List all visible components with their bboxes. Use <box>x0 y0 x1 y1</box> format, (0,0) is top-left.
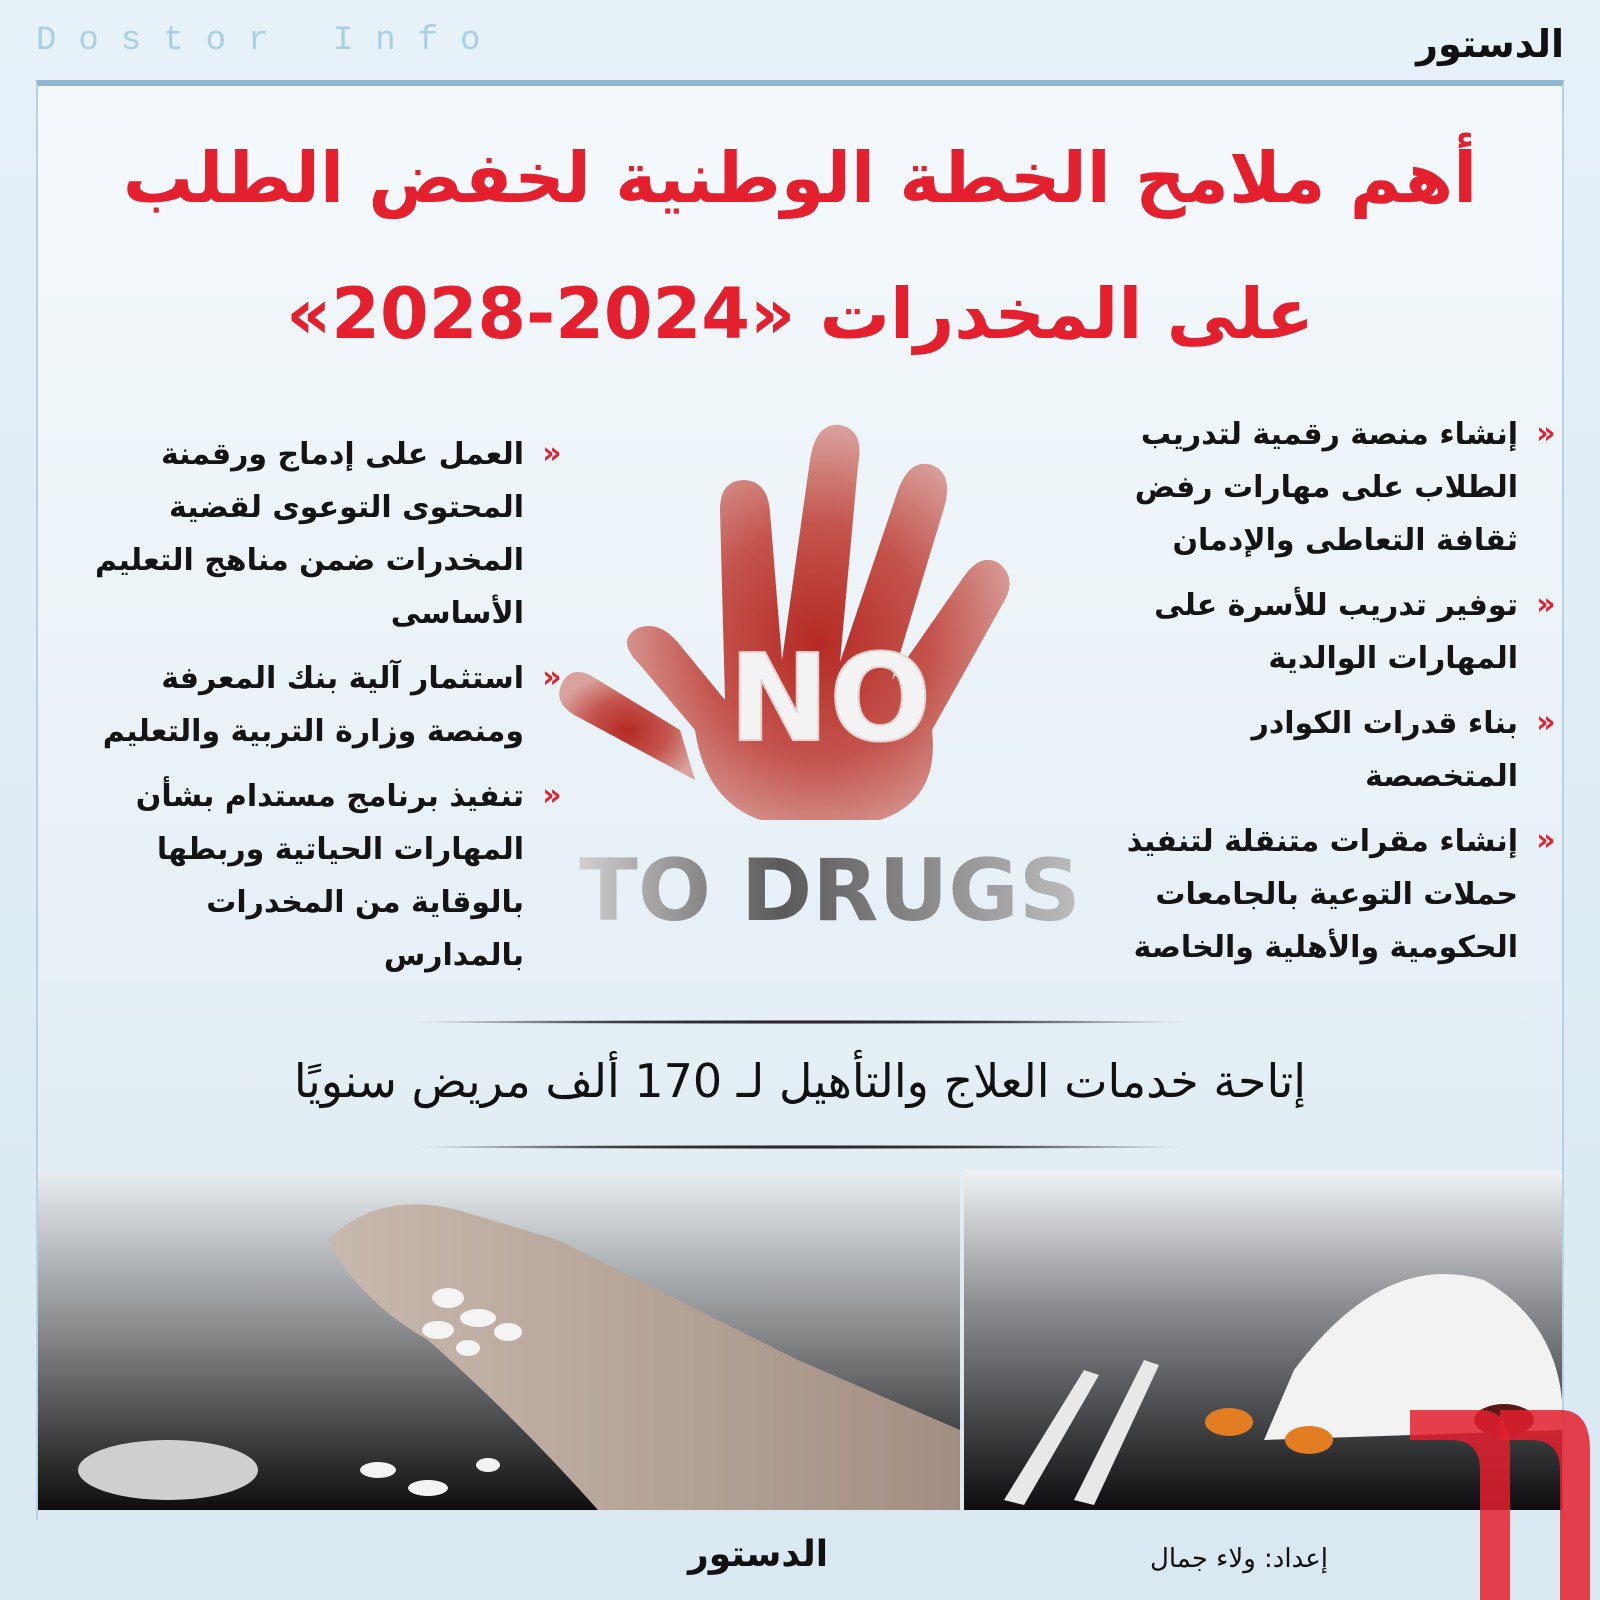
right-bullet-list <box>1124 408 1564 986</box>
treatment-stat: إتاحة خدمات العلاج والتأهيل لـ 170 ألف مريض سنويًا <box>293 1054 1307 1108</box>
no-drugs-hand-graphic <box>520 400 1140 1020</box>
left-bullet-list <box>60 428 570 994</box>
list-item <box>1124 815 1564 974</box>
list-item-text: إنشاء مقرات متنقلة لتنفيذ حملات التوعية بالجامعات الحكومية والأهلية والخاصة <box>1126 824 1518 965</box>
chevron-bullet-icon: « <box>1536 823 1556 858</box>
list-item <box>1124 408 1564 567</box>
logo-top <box>1416 22 1564 66</box>
list-item <box>60 770 570 982</box>
list-item-text: استثمار آلية بنك المعرفة ومنصة وزارة التربية والتعليم <box>102 661 524 749</box>
brand-text: Dostor Info <box>36 22 503 60</box>
hand-illustration <box>520 400 1140 1020</box>
list-item-text: العمل على إدماج ورقمنة المحتوى التوعوى لقضية المخدرات ضمن مناهج التعليم الأساسى <box>95 437 524 631</box>
divider-bottom <box>420 1145 1180 1149</box>
chevron-bullet-icon: « <box>1536 587 1556 622</box>
list-item-text: توفير تدريب للأسرة على المهارات الوالدية <box>1154 588 1518 676</box>
logo-text-bottom: الدستور <box>688 1534 829 1575</box>
list-item <box>1124 697 1564 803</box>
logo-text: الدستور <box>1416 22 1564 66</box>
logo-bottom <box>688 1534 828 1575</box>
to-drugs-text: TO DRUGS <box>579 841 1081 941</box>
list-item-text: إنشاء منصة رقمية لتدريب الطلاب على مهارات رفض ثقافة التعاطى والإدمان <box>1134 417 1518 558</box>
page-title <box>60 110 1540 382</box>
title-line-1: أهم ملامح الخطة الوطنية لخفض الطلب <box>122 137 1478 219</box>
chevron-bullet-icon: « <box>542 660 562 695</box>
chevron-bullet-icon: « <box>542 778 562 813</box>
credit-line: إعداد: ولاء جمال <box>1149 1544 1328 1574</box>
no-text: NO <box>728 630 932 769</box>
decorative-quote-corner <box>1370 1410 1600 1600</box>
chevron-bullet-icon: « <box>1536 416 1556 451</box>
photo-hand-with-pills <box>38 1170 960 1510</box>
list-item-text: بناء قدرات الكوادر المتخصصة <box>1251 706 1518 794</box>
chevron-bullet-icon: « <box>1536 705 1556 740</box>
chevron-bullet-icon: « <box>542 436 562 471</box>
list-item <box>60 428 570 640</box>
list-item <box>60 652 570 758</box>
title-line-2: على المخدرات «2024-2028» <box>286 273 1314 355</box>
divider-top <box>420 1020 1180 1024</box>
list-item <box>1124 579 1564 685</box>
list-item-text: تنفيذ برنامج مستدام بشأن المهارات الحياتية وربطها بالوقاية من المخدرات بالمدارس <box>135 779 524 973</box>
